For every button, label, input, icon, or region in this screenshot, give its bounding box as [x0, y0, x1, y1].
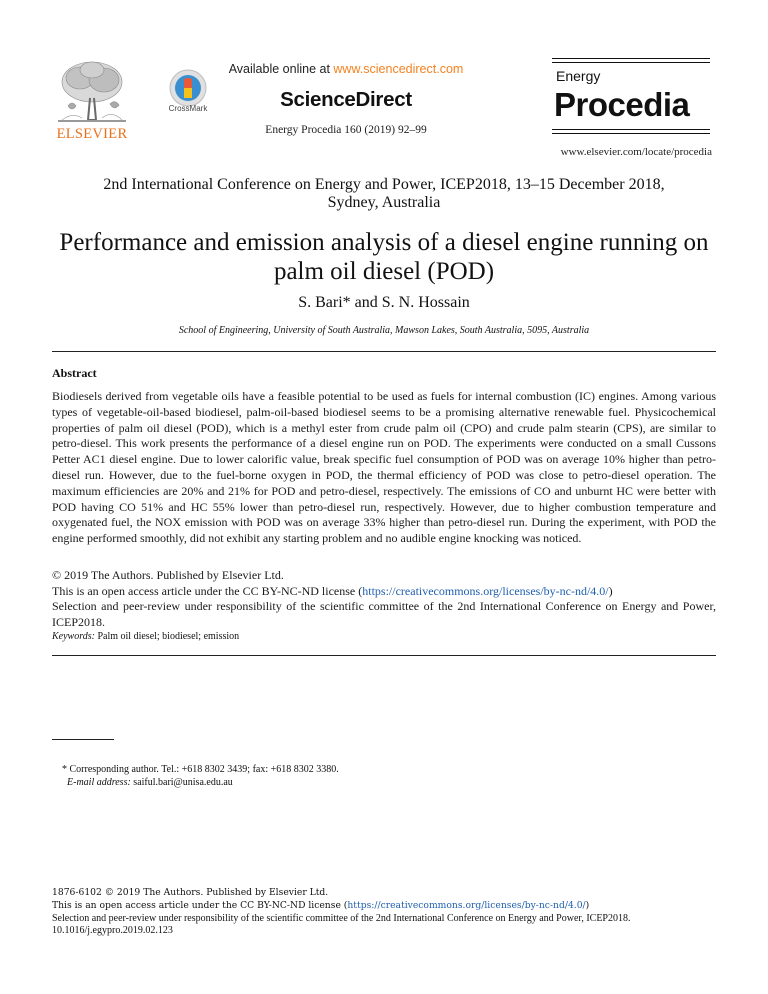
conference-line-1: 2nd International Conference on Energy and Power, ICEP2018, 13–15 December 2018, — [103, 176, 665, 193]
bottom-license-suffix: ) — [585, 899, 590, 911]
crossmark-label: CrossMark — [168, 104, 208, 113]
bottom-license-link[interactable]: https://creativecommons.org/licenses/by-nc-nd/4.0/ — [347, 899, 586, 911]
conference-line-2: Sydney, Australia — [327, 194, 441, 211]
keywords — [52, 631, 716, 642]
copyright-line: © 2019 The Authors. Published by Elsevier Ltd. — [52, 568, 284, 582]
abstract-text: Biodiesels derived from vegetable oils have a feasible potential to be used as fuels for internal combustion (IC) engines. Among various types of vegetable-oil-based biodiesel, palm-oil-based biodiesel seems to be a promising alternative renewable fuel. Physicochemical properties of palm oil diesel (POD), which is a methyl ester from crude palm oil (CPO) and crude palm stearin (CPS), are similar to petro-diesel. This work presents the performance of a diesel engine run on POD. The experiments were conducted on a small Cussons Petter AC1 diesel engine. Due to lower calorific value, break specific fuel consumption of POD was on average 10% higher than petro-diesel run. However, due to the fuel-borne oxygen in POD, the thermal efficiency of POD was close to petro-diesel operation. The maximum efficiencies are 20% and 21% for POD and petro-diesel, respectively. The emissions of CO and unburnt HC were better with POD having CO 51% and HC 55% lower than petro-diesel run, respectively. However, due to higher combustion temperature and oxygenated fuel, the NOX emission with POD was on average 33% higher than petro-diesel run. During the experiment, with POD the engine performed smoothly, did not exhibit any starting problem and no audible engine knocking was noticed. — [52, 389, 716, 546]
bottom-copyright — [52, 887, 716, 938]
available-online-line — [216, 62, 476, 76]
corresponding-author: * Corresponding author. Tel.: +618 8302 3439; fax: +618 8302 3380. — [62, 764, 339, 775]
authors: S. Bari* and S. N. Hossain — [298, 294, 470, 311]
bottom-license-line — [52, 900, 716, 913]
abstract-heading: Abstract — [52, 366, 97, 380]
doi[interactable]: 10.1016/j.egypro.2019.02.123 — [52, 925, 173, 937]
masthead-rule-bottom — [552, 129, 710, 130]
masthead-rule-top — [552, 58, 710, 59]
journal-name-energy: Energy — [556, 68, 601, 84]
keywords-text: Palm oil diesel; biodiesel; emission — [94, 631, 240, 642]
keywords-label: Keywords: — [52, 631, 95, 642]
elsevier-wordmark: ELSEVIER — [56, 126, 128, 142]
bottom-review-line: Selection and peer-review under responsibility of the scientific committee of the 2nd International Conference on Energy and Power, ICEP2018. — [52, 912, 631, 924]
email-label: E-mail address: — [67, 777, 131, 788]
title-line-1: Performance and emission analysis of a diesel engine running on — [59, 229, 709, 256]
journal-name-procedia: Procedia — [554, 86, 690, 123]
masthead-rule-top-2 — [552, 62, 710, 63]
bottom-license-prefix: This is an open access article under the CC BY-NC-ND license ( — [52, 899, 348, 911]
divider-top — [52, 351, 716, 352]
footnote-rule — [52, 739, 114, 740]
sciencedirect-logo: ScienceDirect — [280, 88, 412, 111]
journal-url[interactable]: www.elsevier.com/locate/procedia — [560, 146, 712, 158]
license-line — [52, 584, 716, 600]
divider-bottom — [52, 655, 716, 656]
license-link[interactable]: https://creativecommons.org/licenses/by-nc-nd/4.0/ — [362, 583, 609, 598]
issn-line: 1876-6102 © 2019 The Authors. Published by Elsevier Ltd. — [52, 887, 329, 898]
journal-reference: Energy Procedia 160 (2019) 92–99 — [265, 124, 427, 136]
license-prefix: This is an open access article under the CC BY-NC-ND license ( — [52, 583, 363, 598]
title-line-2: palm oil diesel (POD) — [273, 258, 495, 285]
email-line — [62, 776, 662, 789]
masthead-rule-bottom-2 — [552, 133, 710, 134]
article-title — [40, 228, 728, 286]
sciencedirect-link[interactable]: www.sciencedirect.com — [333, 62, 464, 76]
available-online-prefix: Available online at — [228, 62, 334, 76]
email-address[interactable]: saiful.bari@unisa.edu.au — [130, 777, 233, 788]
conference-info — [40, 176, 728, 212]
license-suffix: ) — [608, 583, 613, 598]
affiliation: School of Engineering, University of South Australia, Mawson Lakes, South Australia, 5095, Australia — [178, 325, 590, 336]
footnote — [62, 763, 662, 789]
copyright-block — [52, 568, 716, 630]
peer-review-line: Selection and peer-review under responsibility of the scientific committee of the 2nd International Conference on Energy and Power, ICEP2018. — [52, 599, 716, 629]
